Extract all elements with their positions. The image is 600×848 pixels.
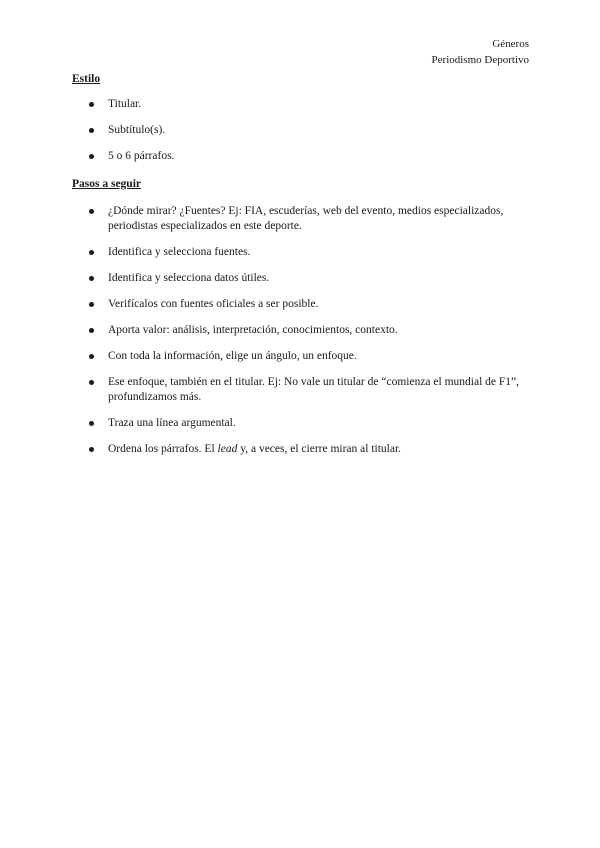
list-item: ¿Dónde mirar? ¿Fuentes? Ej: FIA, escuderías, web del evento, medios especializados, periodistas especializados en este deporte. <box>72 204 532 234</box>
page-header <box>432 36 529 68</box>
list-item: 5 o 6 párrafos. <box>72 149 532 164</box>
list-item: Ese enfoque, también en el titular. Ej: No vale un titular de “comienza el mundial de F1”, profundizamos más. <box>72 375 532 405</box>
item-text: y, a veces, el cierre miran al titular. <box>237 443 402 455</box>
header-subject: Periodismo Deportivo <box>431 54 529 66</box>
header-category: Géneros <box>492 38 529 50</box>
list-item: Aporta valor: análisis, interpretación, conocimientos, contexto. <box>72 323 532 338</box>
list-item: Con toda la información, elige un ángulo, un enfoque. <box>72 349 532 364</box>
estilo-list <box>72 97 532 175</box>
item-text: Ordena los párrafos. El <box>108 443 218 455</box>
list-item: Titular. <box>72 97 532 112</box>
list-item: Verifícalos con fuentes oficiales a ser posible. <box>72 297 532 312</box>
list-item <box>72 442 532 457</box>
list-item: Identifica y selecciona datos útiles. <box>72 271 532 286</box>
section-title-estilo: Estilo <box>72 73 101 85</box>
list-item: Subtítulo(s). <box>72 123 532 138</box>
section-title-pasos: Pasos a seguir <box>72 178 141 190</box>
pasos-list <box>72 204 532 468</box>
italic-term: lead <box>217 443 238 455</box>
list-item: Identifica y selecciona fuentes. <box>72 245 532 260</box>
list-item: Traza una línea argumental. <box>72 416 532 431</box>
